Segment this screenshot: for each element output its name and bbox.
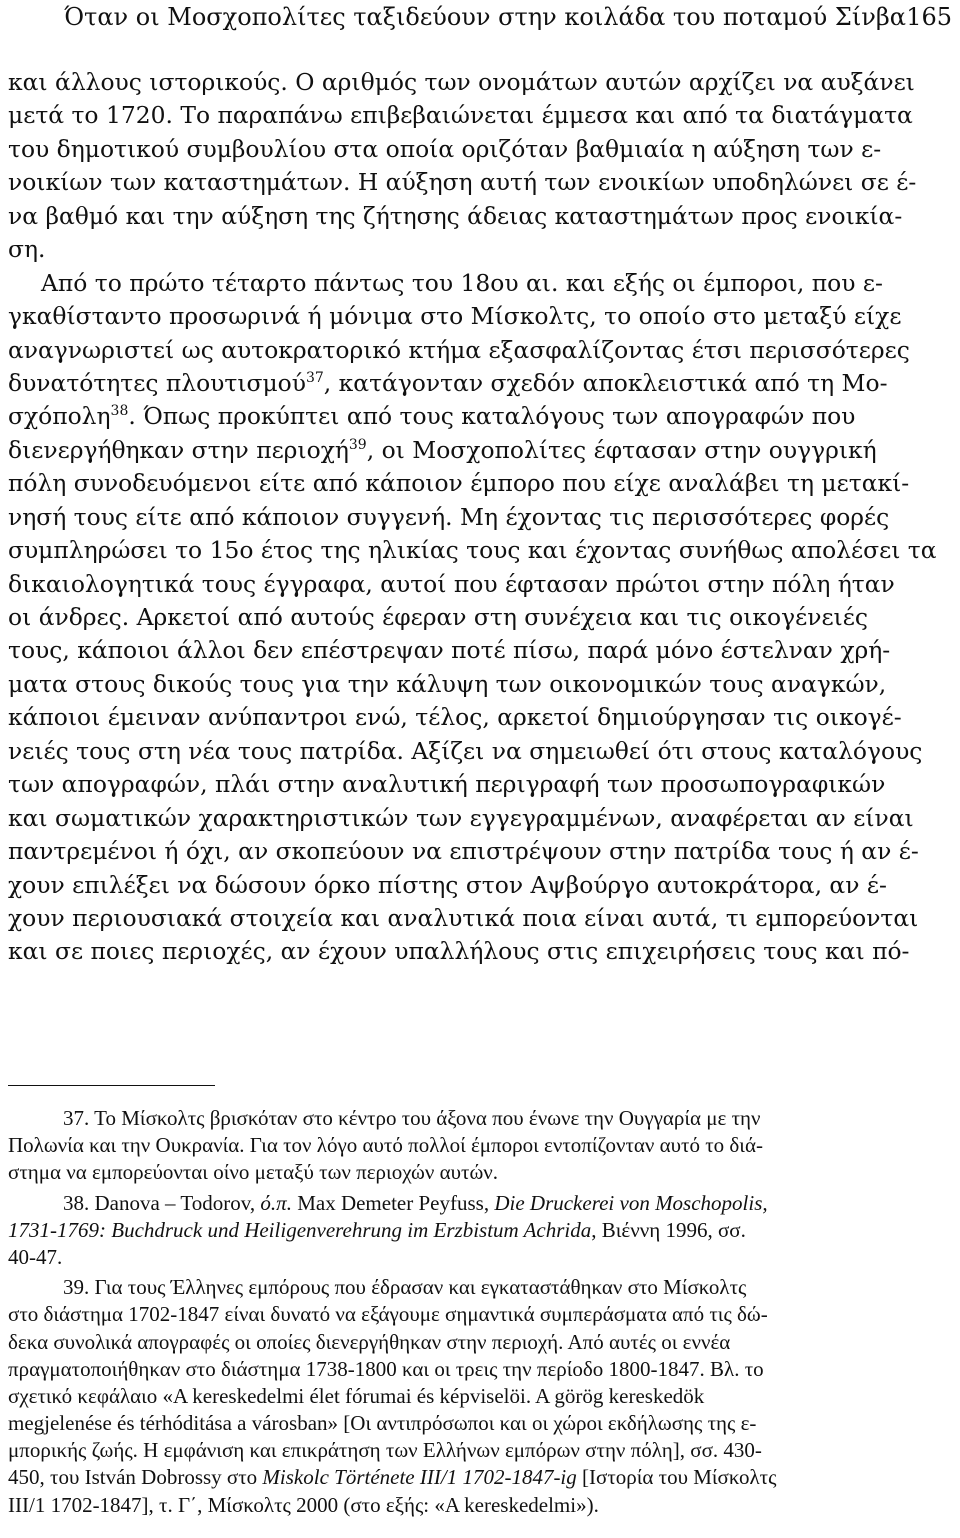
text-line: συμπληρώσει το 15ο έτος της ηλικίας τους και έχοντας συνήθως απολέσει τα: [8, 536, 937, 565]
footnote-ref-39[interactable]: 39: [348, 436, 367, 453]
footnote-divider: [8, 1085, 215, 1086]
text-line: να βαθμό και την αύξηση της ζήτησης άδειας καταστημάτων προς ενοικία-: [8, 201, 903, 230]
footnote-37: 37. Το Μίσκολτς βρισκόταν στο κέντρο του άξονα που ένωνε την Ουγγαρία με την: [63, 1106, 761, 1130]
footnote-38: 38. Danova – Todorov, ό.π. Max Demeter Peyfuss, Die Druckerei von Moschopolis,: [63, 1190, 768, 1215]
footnote-line: σχετικό κεφάλαιο «A kereskedelmi élet fórumai és képviselöi. A görög kereskedök: [8, 1383, 705, 1408]
text-line: μετά το 1720. Το παραπάνω επιβεβαιώνεται έμμεσα και από τα διατάγματα: [8, 101, 913, 130]
text-line: κάποιοι έμειναν ανύπαντροι ενώ, τέλος, αρκετοί δημιούργησαν τις οικογέ-: [8, 703, 902, 732]
text-line: Από το πρώτο τέταρτο πάντως του 18ου αι. και εξής οι έμποροι, που ε-: [41, 268, 883, 297]
text-line: δικαιολογητικά τους έγγραφα, αυτοί που έφτασαν πρώτοι στην πόλη ήταν: [8, 569, 895, 598]
running-title: Όταν οι Μοσχοπολίτες ταξιδεύουν στην κοιλάδα του ποταμού Σίνβα: [64, 3, 906, 31]
text-line: και άλλους ιστορικούς. Ο αριθμός των ονομάτων αυτών αρχίζει να αυξάνει: [8, 68, 915, 96]
footnotes: [8, 1105, 952, 1519]
text-line: δυνατότητες πλουτισμού$^{37}$, κατάγονταν σχεδόν αποκλειστικά από τη Μο-: [8, 368, 888, 397]
text-line: του δημοτικού συμβουλίου στα οποία οριζόταν βαθμιαία η αύξηση των ε-: [8, 134, 882, 163]
text-line: των απογραφών, πλάι στην αναλυτική περιγραφή των προσωπογραφικών: [8, 770, 886, 799]
text-line: και σε ποιες περιοχές, αν έχουν υπαλλήλους στις επιχειρήσεις τους και πό-: [8, 937, 910, 966]
text-line: παντρεμένοι ή όχι, αν σκοπεύουν να επιστρέψουν στην πατρίδα τους ή αν έ-: [8, 837, 919, 866]
text-line: τους, κάποιοι άλλοι δεν επέστρεψαν ποτέ πίσω, παρά μόνο έστελναν χρή-: [8, 636, 891, 665]
text-line: και σωματικών χαρακτηριστικών των εγγεγραμμένων, αναφέρεται αν είναι: [8, 803, 914, 832]
running-head: [8, 0, 952, 34]
footnote-line: megjelenése és térhóditása a városban» [Οι αντιπρόσωποι και οι χώροι εκδήλωσης της ε-: [8, 1411, 757, 1436]
footnote-ref-38[interactable]: 38: [110, 403, 129, 420]
text-line: νειές τους στη νέα τους πατρίδα. Αξίζει να σημειωθεί ότι στους καταλόγους: [8, 736, 923, 765]
text-line: νοικίων των καταστημάτων. Η αύξηση αυτή των ενοικίων υποδηλώνει σε έ-: [8, 168, 917, 197]
footnote-ref-37[interactable]: 37: [305, 369, 324, 386]
footnote-line: μπορικής ζωής. Η εμφάνιση και επικράτηση των Ελλήνων εμπόρων στην πόλη], σσ. 430-: [8, 1438, 762, 1463]
text-line: νησή τους είτε από κάποιον συγγενή. Μη έχοντας τις περισσότερες φορές: [8, 502, 890, 531]
footnote-line: στο διάστημα 1702-1847 είναι δυνατό να εξάγουμε σημαντικά συμπεράσματα από τις δώ-: [8, 1302, 768, 1327]
footnote-line: δεκα συνολικά απογραφές οι οποίες διενεργήθηκαν στην περιοχή. Από αυτές οι εννέα: [8, 1329, 731, 1354]
body-text: [8, 66, 952, 969]
page-number: 165: [906, 3, 952, 31]
text-line: σχόπολη$^{38}$. Όπως προκύπτει από τους καταλόγους των απογραφών που: [8, 402, 856, 431]
text-line: γκαθίσταντο προσωρινά ή μόνιμα στο Μίσκολτς, το οποίο στο μεταξύ είχε: [8, 302, 902, 331]
footnote-line: 1731-1769: Buchdruck und Heiligenverehrung im Erzbistum Achrida, Βιέννη 1996, σσ.: [8, 1217, 746, 1242]
footnote-line: 450, του István Dobrossy στο Miskolc Története III/1 1702-1847-ig [Ιστορία του Μίσκολτς: [8, 1465, 777, 1490]
text-line: χουν περιουσιακά στοιχεία και αναλυτικά ποια είναι αυτά, τι εμπορεύονται: [8, 903, 919, 932]
text-line: αναγνωριστεί ως αυτοκρατορικό κτήμα εξασφαλίζοντας έτσι περισσότερες: [8, 335, 910, 364]
text-line: οι άνδρες. Αρκετοί από αυτούς έφεραν στη συνέχεια και τις οικογένειές: [8, 603, 868, 631]
footnote-line: 40-47.: [8, 1244, 63, 1269]
text-line: πόλη συνοδευόμενοι είτε από κάποιον έμπορο που είχε αναλάβει τη μετακί-: [8, 469, 910, 498]
footnote-39: 39. Για τους Έλληνες εμπόρους που έδρασαν και εγκαταστάθηκαν στο Μίσκολτς: [63, 1275, 747, 1300]
text-line: ση.: [8, 235, 46, 264]
footnote-line: πραγματοποιήθηκαν στο διάστημα 1738-1800 και οι τρεις την περίοδο 1800-1847. Βλ. το: [8, 1356, 764, 1381]
text-line: χουν επιλέξει να δώσουν όρκο πίστης στον Αψβούργο αυτοκράτορα, αν έ-: [8, 870, 887, 899]
footnote-line: στημα να εμπορεύονται οίνο μεταξύ των περιοχών αυτών.: [8, 1160, 499, 1185]
footnote-line: Πολωνία και την Ουκρανία. Για τον λόγο αυτό πολλοί έμποροι εντοπίζονταν αυτό το διά-: [8, 1133, 763, 1158]
footnote-line: ΙΙΙ/1 1702-1847], τ. Γ΄, Μίσκολτς 2000 (στο εξής: «A kereskedelmi»).: [8, 1492, 599, 1517]
text-line: ματα στους δικούς τους για την κάλυψη των οικονομικών τους αναγκών,: [8, 669, 887, 698]
text-line: διενεργήθηκαν στην περιοχή$^{39}$, οι Μοσχοπολίτες έφτασαν στην ουγγρική: [8, 435, 877, 464]
